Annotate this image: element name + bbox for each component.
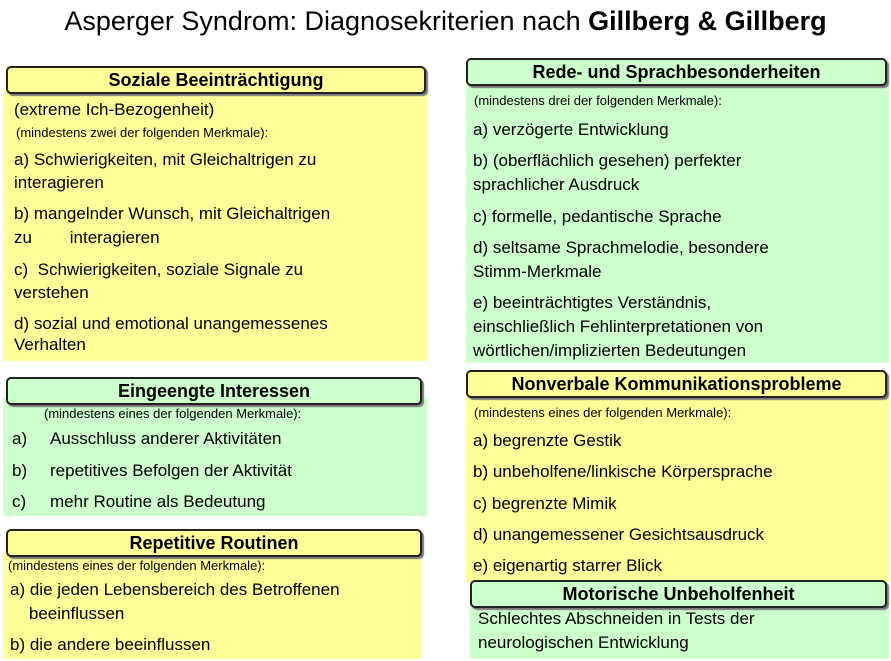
sprache-item-e-line3: wörtlichen/implizierten Bedeutungen	[473, 341, 747, 360]
nonverbal-item-c: c) begrenzte Mimik	[473, 494, 617, 513]
sprache-item-b-line1: b) (oberflächlich gesehen) perfekter	[473, 151, 742, 170]
interessen-item: c) mehr Routine als Bedeutung	[12, 492, 266, 511]
motorik-line1: Schlechtes Abschneiden in Tests der	[478, 609, 755, 628]
sprache-item-d-line1: d) seltsame Sprachmelodie, besondere	[473, 238, 769, 257]
soziale-item-a-line2: interagieren	[14, 173, 104, 192]
page-title: Asperger Syndrom: Diagnosekriterien nach Gillberg & Gillberg	[64, 6, 827, 36]
sprache-note: (mindestens drei der folgenden Merkmale):	[474, 93, 722, 108]
nonverbal-item-b: b) unbeholfene/linkische Körpersprache	[473, 462, 773, 481]
soziale-item-b-line1: b) mangelnder Wunsch, mit Gleichaltrigen	[14, 204, 331, 223]
nonverbal-note: (mindestens eines der folgenden Merkmale):	[474, 405, 732, 420]
interessen-item: b) repetitives Befolgen der Aktivität	[12, 461, 292, 480]
nonverbal-item-a: a) begrenzte Gestik	[473, 431, 622, 450]
soziale-item-b-line2: zu interagieren	[14, 228, 160, 247]
soziale-item-d-line1: d) sozial und emotional unangemessenes	[14, 314, 328, 333]
interessen-note: (mindestens eines der folgenden Merkmale):	[44, 406, 302, 421]
routinen-note: (mindestens eines der folgenden Merkmale):	[8, 558, 266, 573]
sprache-item-e-line1: e) beeinträchtigtes Verständnis,	[473, 293, 712, 312]
sprache-item-d-line2: Stimm-Merkmale	[473, 262, 602, 281]
nonverbal-header: Nonverbale Kommunikationsprobleme	[466, 370, 887, 398]
sprache-item-b-line2: sprachlicher Ausdruck	[473, 175, 640, 194]
soziale-item-d-line2: Verhalten	[14, 335, 86, 354]
routinen-item-a-line2: beeinflussen	[10, 604, 125, 623]
soziale-item-c-line1: c) Schwierigkeiten, soziale Signale zu	[14, 260, 304, 279]
nonverbal-item-d: d) unangemessener Gesichtsausdruck	[473, 525, 765, 544]
sprache-item-e-line2: einschließlich Fehlinterpretationen von	[473, 317, 764, 336]
interessen-item: a) Ausschluss anderer Aktivitäten	[12, 429, 282, 448]
motorik-line2: neurologischen Entwicklung	[478, 633, 689, 652]
routinen-header: Repetitive Routinen	[6, 529, 422, 557]
soziale-header: Soziale Beeinträchtigung	[6, 66, 426, 94]
nonverbal-item-e: e) eigenartig starrer Blick	[473, 556, 662, 575]
soziale-subtitle: (extreme Ich-Bezogenheit)	[14, 100, 215, 119]
interessen-header: Eingeengte Interessen	[6, 377, 422, 405]
routinen-item-a-line1: a) die jeden Lebensbereich des Betroffenen	[10, 580, 340, 599]
sprache-item-a: a) verzögerte Entwicklung	[473, 120, 669, 139]
soziale-note: (mindestens zwei der folgenden Merkmale):	[16, 125, 269, 140]
soziale-item-a-line1: a) Schwierigkeiten, mit Gleichaltrigen zu	[14, 150, 317, 169]
soziale-item-c-line2: verstehen	[14, 283, 89, 302]
sprache-header: Rede- und Sprachbesonderheiten	[466, 58, 887, 86]
motorik-header: Motorische Unbeholfenheit	[470, 580, 887, 608]
sprache-item-c: c) formelle, pedantische Sprache	[473, 207, 722, 226]
title-authors: Gillberg & Gillberg	[588, 6, 827, 36]
routinen-item-b: b) die andere beeinflussen	[10, 635, 211, 654]
